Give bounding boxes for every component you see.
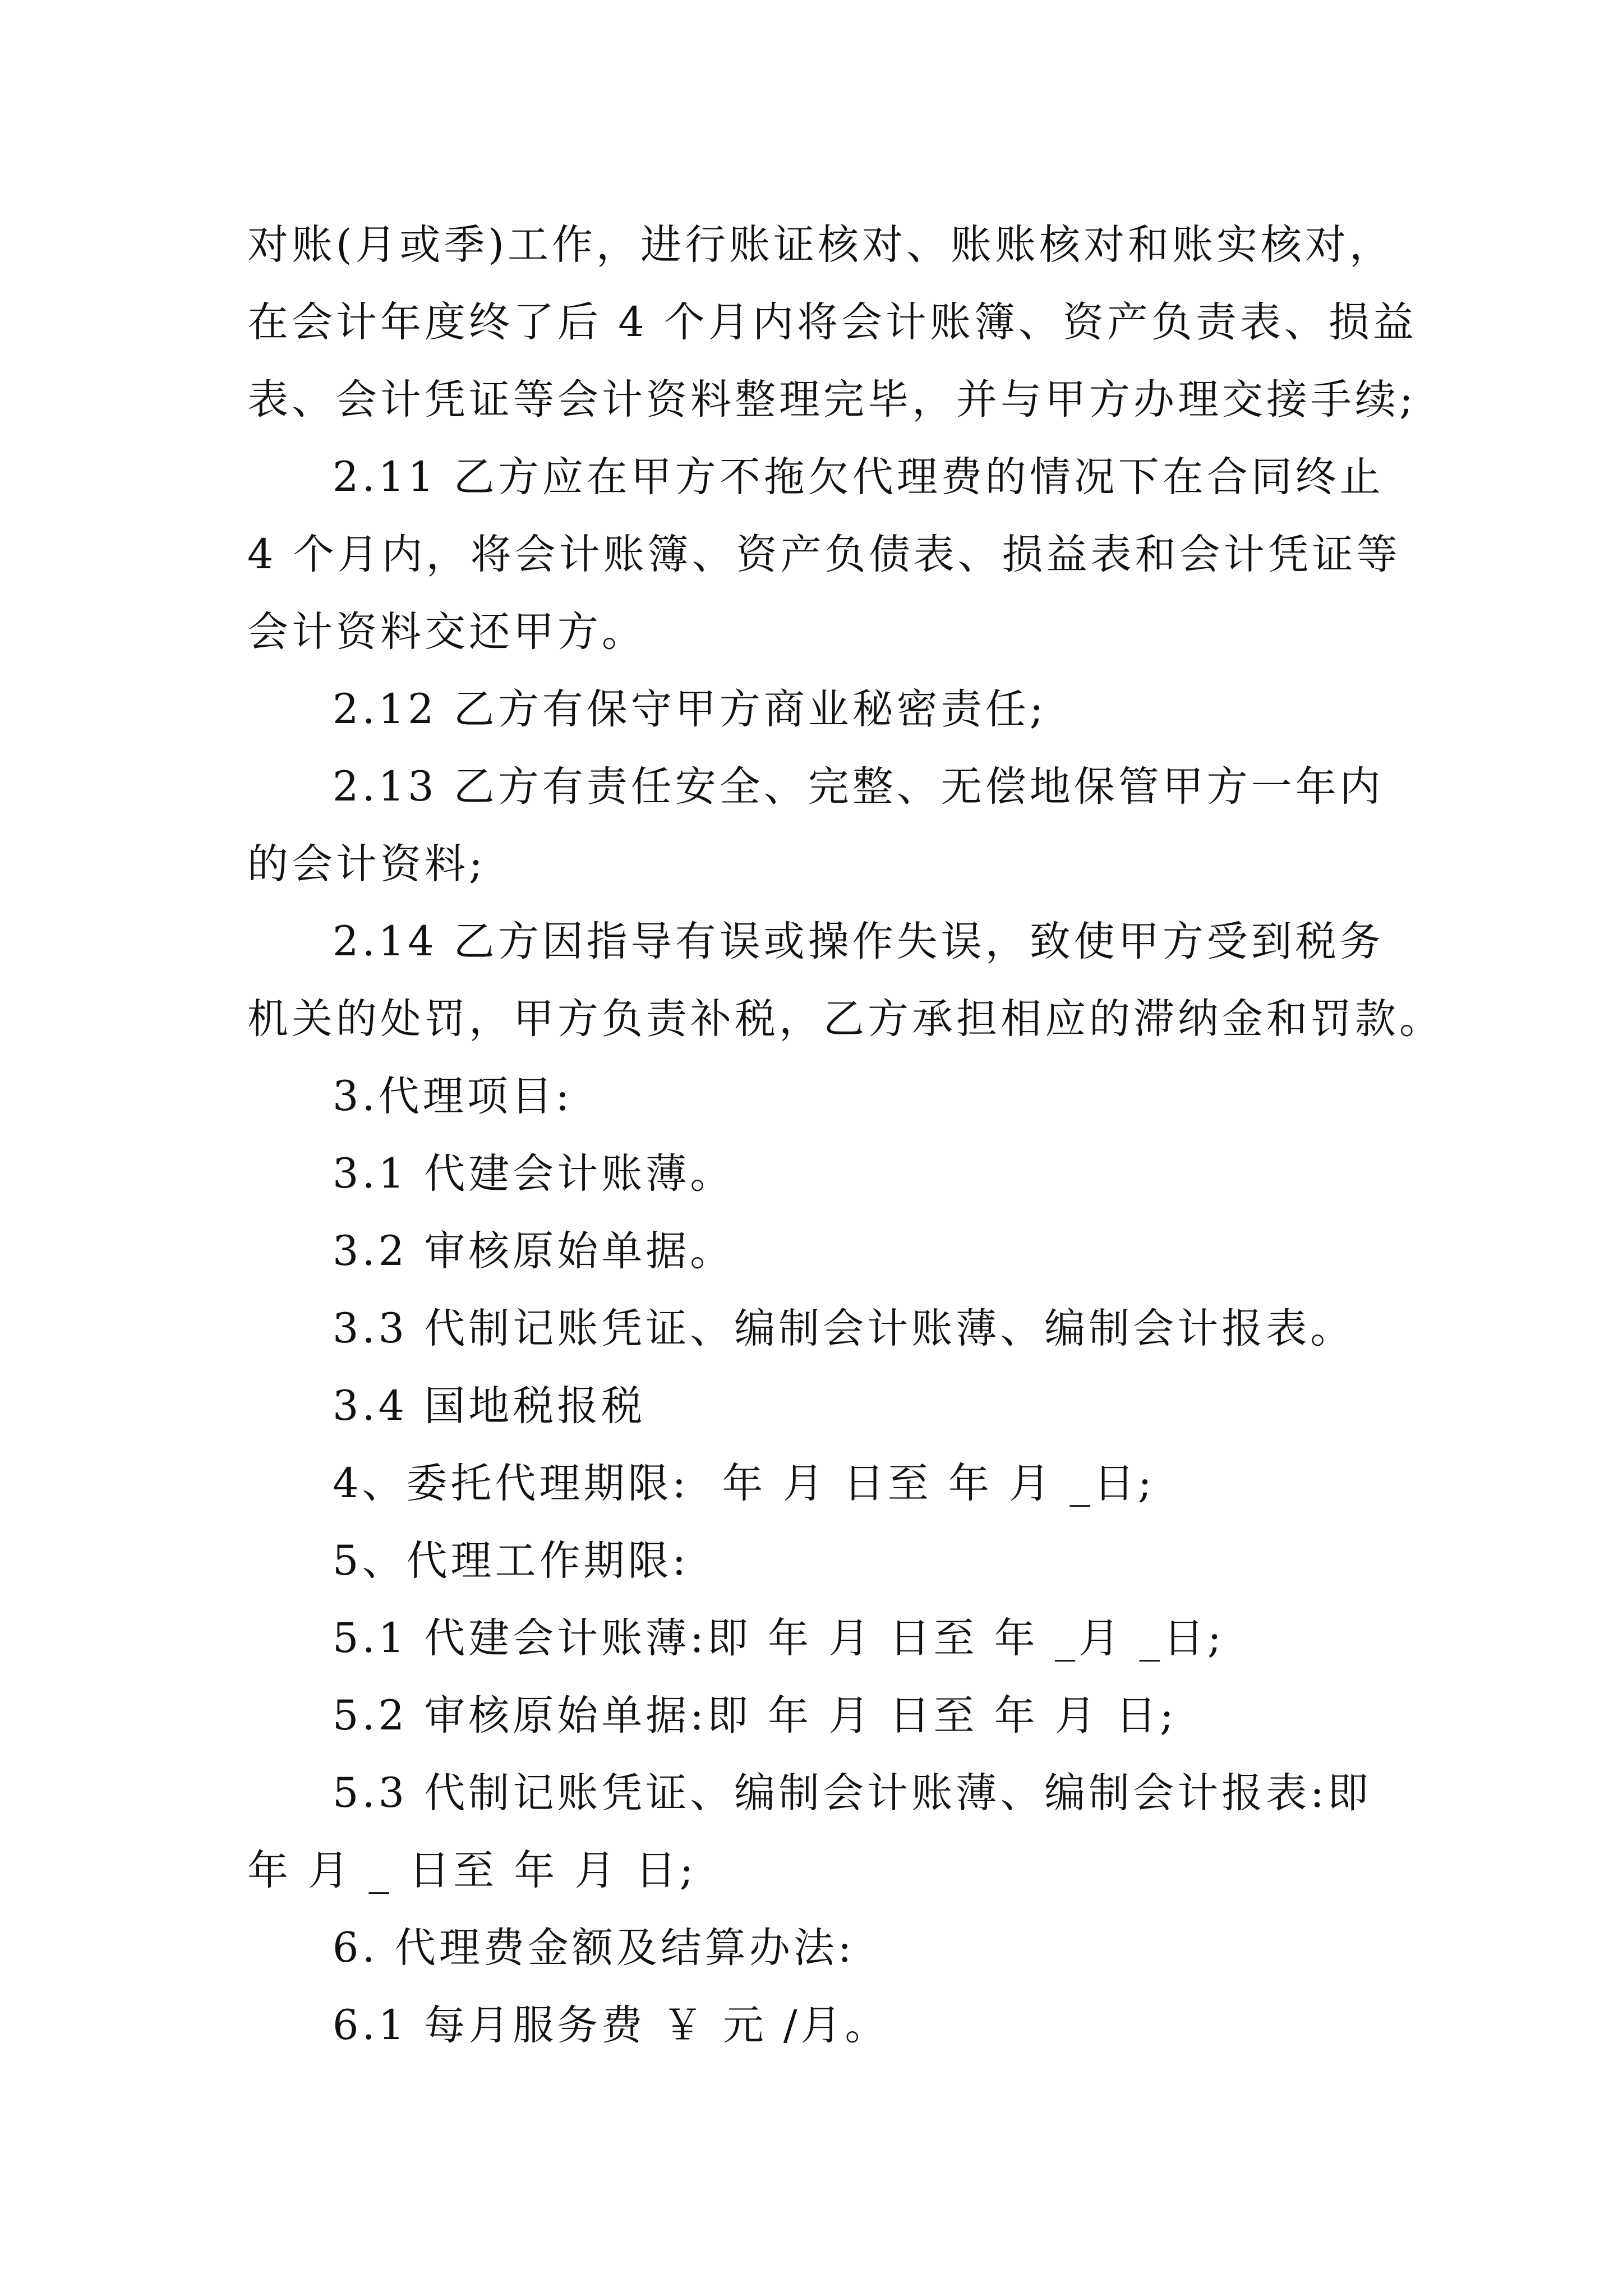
text-line: 4 个月内，将会计账簿、资产负债表、损益表和会计凭证等 <box>247 531 1401 578</box>
clause-5-2: 5.2 审核原始单据:即 年 月 日至 年 月 日; <box>333 1692 1177 1740</box>
clause-3-2: 3.2 审核原始单据。 <box>333 1227 735 1275</box>
clause-3-3: 3.3 代制记账凭证、编制会计账薄、编制会计报表。 <box>333 1305 1355 1352</box>
text-line: 的会计资料; <box>247 840 486 888</box>
clause-2-14: 2.14 乙方因指导有误或操作失误，致使甲方受到税务 <box>333 918 1384 965</box>
clause-3-4: 3.4 国地税报税 <box>333 1382 646 1430</box>
text-line: 机关的处罚，甲方负责补税，乙方承担相应的滞纳金和罚款。 <box>247 995 1444 1043</box>
text-line: 对账(月或季)工作，进行账证核对、账账核对和账实核对， <box>247 221 1394 269</box>
section-4-heading: 4、委托代理期限: 年 月 日至 年 月 _日; <box>333 1460 1155 1507</box>
text-line: 在会计年度终了后 4 个月内将会计账簿、资产负责表、损益 <box>247 298 1417 346</box>
clause-5-1: 5.1 代建会计账薄:即 年 月 日至 年 _月 _日; <box>333 1614 1225 1662</box>
section-6-heading: 6. 代理费金额及结算办法: <box>333 1924 855 1972</box>
clause-3-1: 3.1 代建会计账薄。 <box>333 1150 735 1198</box>
section-5-heading: 5、代理工作期限: <box>333 1537 690 1585</box>
document-body <box>247 206 1444 2064</box>
section-3-heading: 3.代理项目: <box>333 1073 573 1120</box>
clause-2-12: 2.12 乙方有保守甲方商业秘密责任; <box>333 685 1047 733</box>
clause-5-3: 5.3 代制记账凭证、编制会计账薄、编制会计报表:即 <box>333 1769 1372 1817</box>
text-line: 年 月 _ 日至 年 月 日; <box>247 1847 697 1894</box>
clause-6-1: 6.1 每月服务费 ￥ 元 /月。 <box>333 2001 889 2049</box>
clause-2-13: 2.13 乙方有责任安全、完整、无偿地保管甲方一年内 <box>333 763 1384 811</box>
text-line: 表、会计凭证等会计资料整理完毕，并与甲方办理交接手续; <box>247 376 1417 424</box>
text-line: 会计资料交还甲方。 <box>247 608 646 656</box>
clause-2-11: 2.11 乙方应在甲方不拖欠代理费的情况下在合同终止 <box>333 453 1384 501</box>
